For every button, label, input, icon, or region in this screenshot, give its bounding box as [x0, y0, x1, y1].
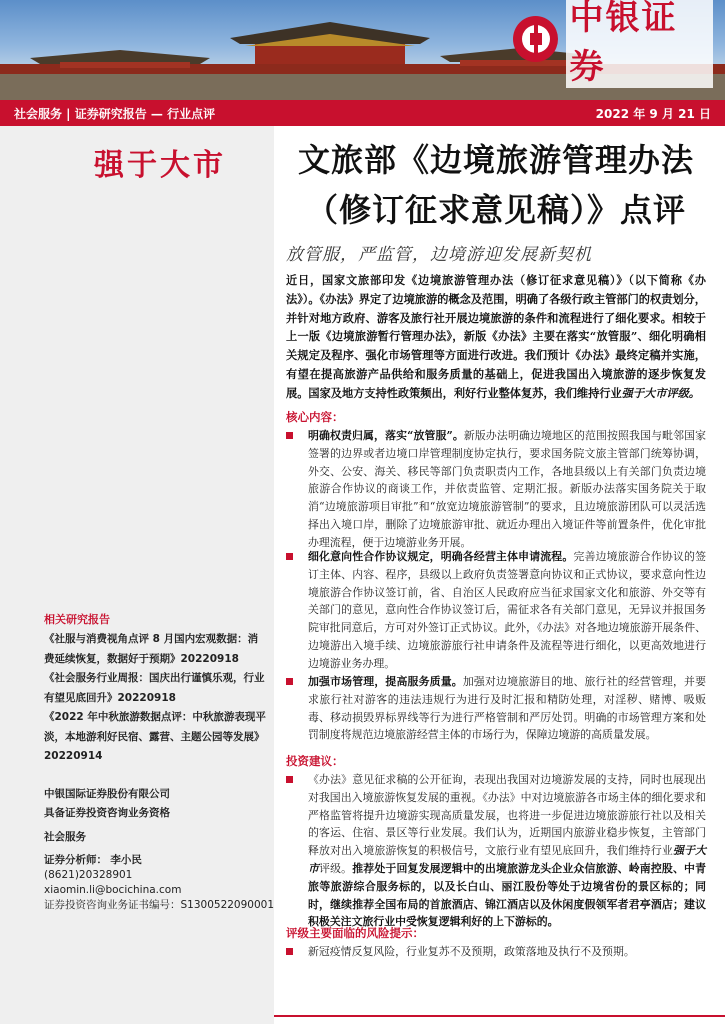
bullet-text: 完善边境旅游合作协议的签订主体、内容、程序，县级以上政府负责签署意向协议和正式协议，要求意向性边境旅游合作协议签订前，省、自治区人民政府应当征求国家文化和旅游、外交等有关部门的意见，意向性合作协议签订后，需征求各有关部门意见，无异议并报国务院审批同意后，方可对外签订正式协议。此外，《办法》对各地边境旅游开展条件、边境游出入境手续、边境旅游旅行社申请条件及流程等进行细化，以更高效地进行边境游业务办理。 [308, 550, 706, 670]
footer-divider [274, 1015, 725, 1017]
brand-logo [513, 0, 713, 87]
header-banner-photo [0, 0, 725, 100]
analyst-name: 李小民 [110, 854, 142, 866]
company-info [44, 785, 170, 823]
bullet-lead: 明确权责归属，落实“放管服”。 [308, 429, 464, 442]
bank-of-china-logo-icon [513, 16, 558, 62]
risk-bullet [286, 943, 706, 961]
report-category-strip [0, 100, 725, 126]
risk-text: 新冠疫情反复风险，行业复苏不及预期，政策落地及执行不及预期。 [308, 945, 635, 958]
bullet-text: 新版办法明确边境地区的范围按照我国与毗邻国家签署的边界或者边境口岸管理制度协定执行，要求国务院文旅主管部门统筹协调，外交、公安、海关、移民等部门负责职责内工作，各地县级以上有关部门负责边境旅游合作协议的商谈工作，并依责监管、定期汇报。新版办法落实国务院关于取消“边境旅游项目审批”和“放宽边境旅游管制”的要求，且边境旅游团队可以灵活选择出入境口岸，删除了边境旅游审批、就近办理出入境证件等前置条件，优化审批办理流程，便于边境游业务开展。 [308, 429, 706, 549]
core-content-heading: 核心内容： [286, 410, 344, 424]
investment-advice-bullet [286, 771, 706, 931]
investment-advice-heading: 投资建议： [286, 754, 344, 768]
analyst-license: 证券投资咨询业务证书编号：S1300522090001 [44, 899, 275, 911]
related-report-item: 《社会服务行业周报：国庆出行谨慎乐观，行业有望见底回升》20220918 [44, 672, 265, 704]
bullet-lead: 细化意向性合作协议规定，明确各经营主体申请流程。 [308, 550, 574, 563]
bullet-square-icon [286, 678, 293, 685]
related-reports-heading: 相关研究报告 [44, 613, 110, 626]
company-name: 中银国际证券股份有限公司 [44, 788, 170, 800]
bullet-square-icon [286, 948, 293, 955]
advice-recommendation: 推荐处于回复发展逻辑中的出境旅游龙头企业众信旅游、岭南控股、中青旅等旅游综合服务标的，以及长白山、丽江股份等处于边境省份的景区标的；同时，继续推荐全国布局的首旅酒店、锦江酒店以及休闲度假领军者君亭酒店；建议积极关注文旅行业中受恢复逻辑利好的上下游标的。 [308, 861, 706, 929]
report-title [286, 135, 706, 235]
industry-rating: 强于大市 [94, 148, 226, 183]
summary-paragraph [286, 271, 706, 403]
brand-name: 中银证券 [566, 0, 713, 88]
bullet-square-icon [286, 776, 293, 783]
bullet-text: 加强对边境旅游目的地、旅行社的经营管理，并要求旅行社对游客的违法违规行为进行及时汇报和精防处理，对淫秽、赌博、吸贩毒、移动损毁界标界线等行为进行严格管制和严厉处罚。明确的市场管理方案和处罚制度将规范边境旅游经营主体的市场行为，保障边境游的高质量发展。 [308, 675, 706, 742]
title-line-2: （修订征求意见稿）》点评 [305, 191, 686, 229]
core-bullet-2 [286, 548, 706, 673]
bullet-lead: 加强市场管理，提高服务质量。 [308, 675, 463, 688]
company-qualification: 具备证券投资咨询业务资格 [44, 807, 170, 819]
related-report-item: 《2022 年中秋旅游数据点评：中秋旅游表现平淡，本地游利好民宿、露营、主题公园等发展》20220914 [44, 711, 266, 762]
report-subtitle: 放管服，严监管，边境游迎发展新契机 [286, 245, 592, 265]
title-line-1: 文旅部《边境旅游管理办法 [297, 141, 694, 179]
summary-text: 近日，国家文旅部印发《边境旅游管理办法（修订征求意见稿）》（以下简称《办法》）。《办法》界定了边境旅游的概念及范围，明确了各级行政主管部门的权责划分，并针对地方政府、游客及旅行社开展边境旅游的条件和流程进行了细化要求。相较于上一版《边境旅游暂行管理办法》，新版《办法》主要在落实“放管服”、细化明确相关规定及程序、强化市场管理等方面进行改进。我们预计《办法》最终定稿并实施，有望在提高旅游产品供给和服务质量的基础上，促进我国出入境旅游的逐步恢复发展。国家及地方支持性政策频出，利好行业整体复苏，我们维持行业 [286, 273, 706, 400]
report-date: 2022 年 9 月 21 日 [595, 106, 711, 121]
risk-heading: 评级主要面临的风险提示： [286, 926, 424, 940]
advice-rating: 强于大市 [308, 844, 706, 875]
sector-label: 社会服务 [44, 831, 86, 843]
summary-rating: 强于大市评级。 [621, 385, 700, 400]
analyst-phone: (8621)20328901 [44, 869, 133, 881]
analyst-email: xiaomin.li@bocichina.com [44, 884, 182, 896]
analyst-info [44, 853, 274, 913]
bullet-square-icon [286, 432, 293, 439]
analyst-label: 证券分析师： [44, 854, 107, 866]
related-reports-list [44, 630, 266, 767]
related-report-item: 《社服与消费视角点评 8 月国内宏观数据：消费延续恢复，数据好于预期》20220918 [44, 633, 259, 665]
bullet-square-icon [286, 553, 293, 560]
advice-text: 《办法》意见征求稿的公开征询，表现出我国对边境游发展的支持，同时也展现出对我国出入境旅游恢复发展的重视。《办法》中对边境旅游各市场主体的细化要求和严格监管将提升边境游实现高质量发展，也将进一步促进边境旅游旅行社以及相关的客运、住宿、景区等行业发展。我们认为，近期国内旅游业稳步恢复，主管部门释放对出入境旅游恢复的积极信号，文旅行业有望见底回升，我们维持行业 [308, 773, 706, 858]
core-bullet-3 [286, 673, 706, 744]
report-category: 社会服务 | 证券研究报告 — 行业点评 [14, 106, 216, 121]
advice-text-2: 评级。 [319, 861, 353, 875]
core-bullet-1 [286, 427, 706, 552]
